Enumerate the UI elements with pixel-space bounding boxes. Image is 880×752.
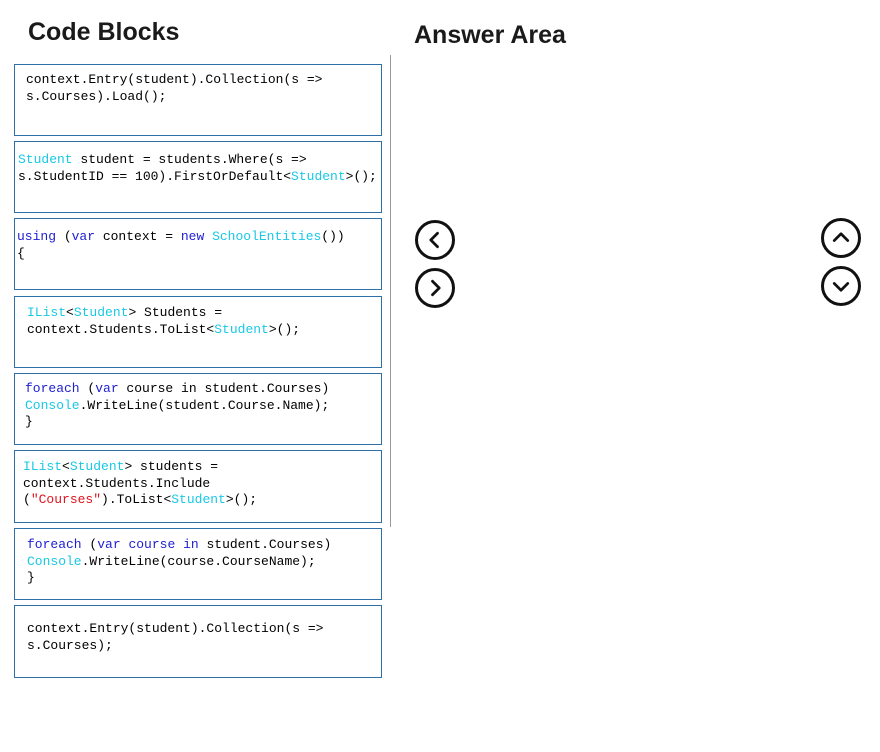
code-line: [27, 322, 381, 339]
code-keyword: var: [95, 381, 119, 396]
code-keyword: var: [97, 537, 121, 552]
code-block-1[interactable]: [14, 64, 382, 136]
code-text: student = students.Where(s =>: [72, 152, 307, 167]
code-line: [23, 492, 381, 509]
code-line: [27, 570, 381, 587]
code-type: Student: [73, 305, 129, 320]
code-type: Student: [291, 168, 346, 184]
code-keyword: in: [183, 537, 199, 552]
code-block-8[interactable]: [14, 605, 382, 678]
code-line: [17, 246, 381, 263]
chevron-right-icon: [424, 275, 446, 301]
code-keyword: new: [180, 229, 205, 244]
code-text: }: [27, 570, 35, 585]
code-line: [25, 398, 381, 415]
code-text: [175, 537, 183, 552]
answer-area[interactable]: [470, 60, 800, 540]
code-text: context.Students.Include: [23, 475, 211, 491]
code-text: s.Courses).Load();: [26, 88, 167, 104]
code-text: ).ToList<: [101, 492, 172, 507]
code-keyword: var: [71, 229, 96, 244]
code-text: student.Courses): [198, 537, 332, 552]
code-line: [27, 638, 381, 655]
code-text: <: [66, 305, 74, 320]
code-keyword: course: [128, 537, 176, 552]
code-line: [25, 381, 381, 398]
code-block-7[interactable]: [14, 528, 382, 600]
code-text: > Students =: [128, 305, 223, 320]
code-type: Student: [18, 152, 73, 167]
code-text: context.Students.ToList<: [27, 321, 215, 337]
code-text: s.Courses);: [27, 637, 113, 653]
code-text: >();: [345, 168, 377, 184]
code-text: }: [25, 414, 33, 429]
code-text: .WriteLine(course.CourseName);: [81, 553, 316, 569]
code-block-3[interactable]: [14, 218, 382, 290]
chevron-left-icon: [424, 227, 446, 253]
code-line: [18, 152, 381, 169]
code-keyword: foreach: [25, 381, 80, 396]
code-type: Console: [25, 397, 80, 413]
code-text: (: [23, 492, 31, 507]
code-type: SchoolEntities: [212, 229, 322, 244]
code-line: [17, 229, 381, 246]
chevron-up-icon: [830, 225, 852, 251]
code-text: ()): [321, 229, 345, 244]
code-text: >();: [268, 321, 301, 337]
code-text: (: [56, 229, 72, 244]
code-line: [23, 476, 381, 493]
code-type: Student: [69, 459, 125, 474]
code-blocks-heading: Code Blocks: [28, 18, 180, 46]
code-keyword: using: [17, 229, 57, 244]
code-line: [26, 72, 381, 89]
move-left-button[interactable]: [415, 220, 455, 260]
code-text: context =: [95, 229, 181, 244]
code-text: s.StudentID == 100).FirstOrDefault<: [18, 168, 292, 184]
code-block-6[interactable]: [14, 450, 382, 523]
panel-divider: [390, 55, 391, 527]
code-text: <: [62, 459, 70, 474]
code-text: {: [17, 245, 25, 261]
chevron-down-icon: [830, 273, 852, 299]
code-type: IList: [23, 459, 63, 474]
code-line: [27, 554, 381, 571]
move-down-button[interactable]: [821, 266, 861, 306]
code-block-2[interactable]: [14, 141, 382, 213]
code-text: context.Entry(student).Collection(s =>: [27, 621, 324, 636]
code-text: >();: [225, 492, 258, 507]
code-type: Student: [171, 492, 226, 507]
code-line: [26, 89, 381, 106]
code-text: > students =: [124, 459, 219, 474]
code-type: Console: [27, 553, 82, 569]
move-right-button[interactable]: [415, 268, 455, 308]
code-line: [27, 621, 381, 638]
answer-area-heading: Answer Area: [414, 21, 566, 49]
code-block-4[interactable]: [14, 296, 382, 368]
code-line: [27, 305, 381, 322]
code-type: IList: [27, 305, 67, 320]
code-line: [27, 537, 381, 554]
code-text: [204, 229, 212, 244]
code-type: Student: [214, 321, 269, 337]
code-text: (: [79, 381, 96, 396]
code-keyword: foreach: [27, 537, 82, 552]
code-block-5[interactable]: [14, 373, 382, 445]
code-text: .WriteLine(student.Course.Name);: [79, 397, 330, 413]
code-line: [25, 414, 381, 431]
code-line: [23, 459, 381, 476]
code-text: context.Entry(student).Collection(s =>: [26, 72, 323, 87]
code-string: "Courses": [30, 492, 102, 507]
code-line: [18, 169, 381, 186]
move-up-button[interactable]: [821, 218, 861, 258]
code-text: (: [81, 537, 98, 552]
code-text: course in student.Courses): [118, 381, 330, 396]
